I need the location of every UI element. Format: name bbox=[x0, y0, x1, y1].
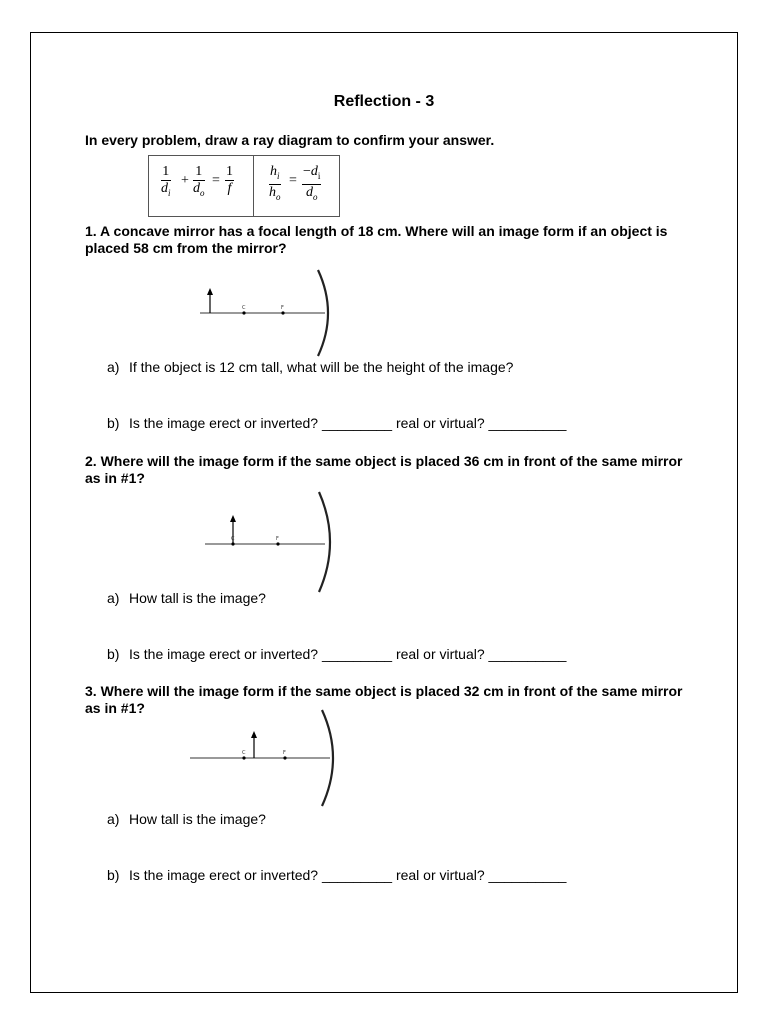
lhs-den-var: h bbox=[269, 184, 276, 200]
problem-1-question: 1. A concave mirror has a focal length of 18 cm. Where will an image form if an object is placed 58 cm from the mirror? bbox=[85, 223, 668, 256]
problem-2-question: 2. Where will the image form if the same object is placed 36 cm in front of the same mirror as in #1? bbox=[85, 453, 683, 486]
part-b-text: Is the image erect or inverted? _________ real or virtual? __________ bbox=[129, 867, 567, 883]
center-label: C bbox=[242, 305, 246, 311]
problem-3-question: 3. Where will the image form if the same object is placed 32 cm in front of the same mirror as in #1? bbox=[85, 683, 683, 716]
part-b-text: Is the image erect or inverted? _________ real or virtual? __________ bbox=[129, 646, 567, 662]
problem-2-part-a bbox=[107, 590, 266, 606]
center-point bbox=[231, 542, 234, 545]
equals-sign: = bbox=[212, 173, 220, 188]
part-a-text: How tall is the image? bbox=[129, 811, 266, 827]
focal-point bbox=[281, 311, 284, 314]
part-b-marker: b) bbox=[107, 646, 120, 662]
concave-mirror bbox=[319, 492, 330, 592]
object-arrowhead bbox=[230, 515, 236, 522]
part-a-marker: a) bbox=[107, 590, 120, 606]
rhs-num-var: d bbox=[310, 164, 318, 179]
center-label: C bbox=[231, 536, 235, 542]
problem-3-part-a bbox=[107, 811, 266, 827]
center-point bbox=[242, 311, 245, 314]
problem-1-mirror-diagram bbox=[200, 268, 340, 358]
focus-label: F bbox=[276, 536, 279, 542]
center-point bbox=[242, 756, 245, 759]
focal-point bbox=[283, 756, 286, 759]
formula-divider bbox=[253, 156, 254, 216]
part-a-marker: a) bbox=[107, 359, 120, 375]
mirror-eq-term2 bbox=[193, 164, 205, 201]
object-arrowhead bbox=[251, 731, 257, 738]
plus-sign: + bbox=[181, 173, 189, 188]
term1-numerator: 1 bbox=[162, 164, 170, 179]
mirror-eq-rhs bbox=[225, 164, 234, 197]
rhs-denominator: f bbox=[227, 181, 232, 196]
object-arrowhead bbox=[207, 288, 213, 295]
focal-point bbox=[276, 542, 279, 545]
lhs-num-sub: i bbox=[277, 170, 280, 181]
instruction-text: In every problem, draw a ray diagram to confirm your answer. bbox=[85, 132, 495, 148]
problem-2-mirror-diagram bbox=[205, 490, 345, 594]
part-a-marker: a) bbox=[107, 811, 120, 827]
problem-3-mirror-diagram bbox=[190, 708, 350, 808]
part-a-text: If the object is 12 cm tall, what will be the height of the image? bbox=[129, 359, 514, 375]
lhs-num-var: h bbox=[270, 164, 277, 179]
rhs-numerator: 1 bbox=[226, 164, 233, 179]
term1-den-var: d bbox=[161, 181, 168, 196]
part-a-text: How tall is the image? bbox=[129, 590, 266, 606]
page-title: Reflection - 3 bbox=[333, 93, 435, 110]
magnification-lhs bbox=[269, 164, 281, 205]
term2-numerator: 1 bbox=[193, 164, 205, 181]
problem-3-part-b bbox=[107, 867, 566, 883]
rhs-den-var: d bbox=[305, 184, 313, 200]
mag-equals-sign: = bbox=[289, 173, 297, 188]
term2-den-var: d bbox=[193, 181, 200, 196]
problem-1-part-b bbox=[107, 415, 566, 431]
magnification-rhs bbox=[302, 164, 321, 205]
center-label: C bbox=[242, 750, 246, 756]
focus-label: F bbox=[283, 750, 286, 756]
part-b-marker: b) bbox=[107, 867, 120, 883]
problem-1-part-a bbox=[107, 359, 513, 375]
page-border bbox=[30, 32, 738, 993]
rhs-den-sub: o bbox=[312, 191, 318, 202]
term1-den-sub: i bbox=[168, 187, 171, 198]
formula-box bbox=[148, 155, 340, 217]
lhs-den-sub: o bbox=[276, 191, 281, 202]
rhs-num-sign: − bbox=[303, 164, 311, 179]
term2-den-sub: o bbox=[200, 187, 205, 198]
problem-2-part-b bbox=[107, 646, 566, 662]
mirror-eq-term1 bbox=[161, 164, 171, 201]
part-b-marker: b) bbox=[107, 415, 120, 431]
rhs-num-sub: i bbox=[317, 170, 321, 181]
focus-label: F bbox=[281, 305, 284, 311]
part-b-text: Is the image erect or inverted? _________ real or virtual? __________ bbox=[129, 415, 567, 431]
